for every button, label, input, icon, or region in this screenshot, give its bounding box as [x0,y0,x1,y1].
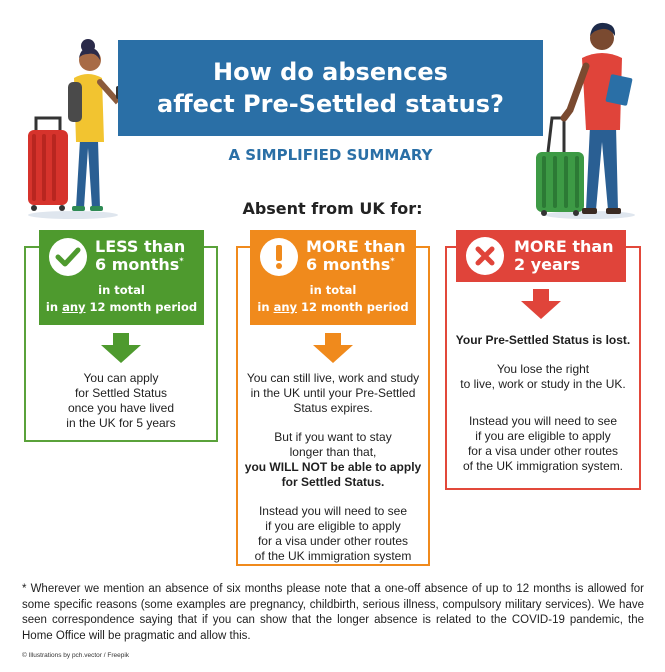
title-line-2: affect Pre-Settled status? [157,90,504,118]
header-more-6-months [250,230,416,325]
header-period: in total in any 12 month period [45,283,198,314]
title-banner [118,40,543,136]
title-line-1: How do absences [213,58,448,86]
man-traveler-illustration [530,14,650,220]
subtitle: A SIMPLIFIED SUMMARY [228,146,433,164]
arrow-down-icon [101,333,141,363]
header-more-2-years [456,230,626,282]
illustration-credit: © Illustrations by pch.vector / Freepik [22,652,130,659]
woman-traveler-illustration [18,30,128,220]
arrow-down-icon [521,289,561,319]
exclamation-icon [260,238,298,276]
header-period: in total in any 12 month period [257,283,409,314]
header-title: MORE than 2 years [514,237,614,274]
header-title: LESS than 6 months* [95,237,186,274]
footnote: * Wherever we mention an absence of six months please note that a one-off absence of up to 12 months is allowed for some specific reasons (some examples are pregnancy, childbirth, serious illness, compulsory military services). We have seen correspondence saying that if you can show that the longer absence is related to the COVID-19 pandemic, the Home Office will be pragmatic and allow this. [22,583,644,642]
absent-heading: Absent from UK for: [242,199,423,218]
header-less-6-months [39,230,204,325]
body-more-2-years: Your Pre-Settled Status is lost. You lose the right to live, work or study in the UK. Instead you will need to see if you are eligible to apply for a visa under other routes of the UK immigration system. [455,333,631,473]
checkmark-icon [49,238,87,276]
arrow-down-icon [313,333,353,363]
header-title: MORE than 6 months* [306,237,406,274]
body-more-6-months: You can still live, work and study in the UK until your Pre-Settled Status expires. But if you want to stay longer than that, you WILL NOT be able to apply for Settled Status. Instead you will need to see if you are eligible to apply for a visa under other routes of the UK immigration system [244,371,422,563]
cross-icon [466,237,504,275]
body-less-6-months: You can apply for Settled Status once you have lived in the UK for 5 years [66,371,176,430]
